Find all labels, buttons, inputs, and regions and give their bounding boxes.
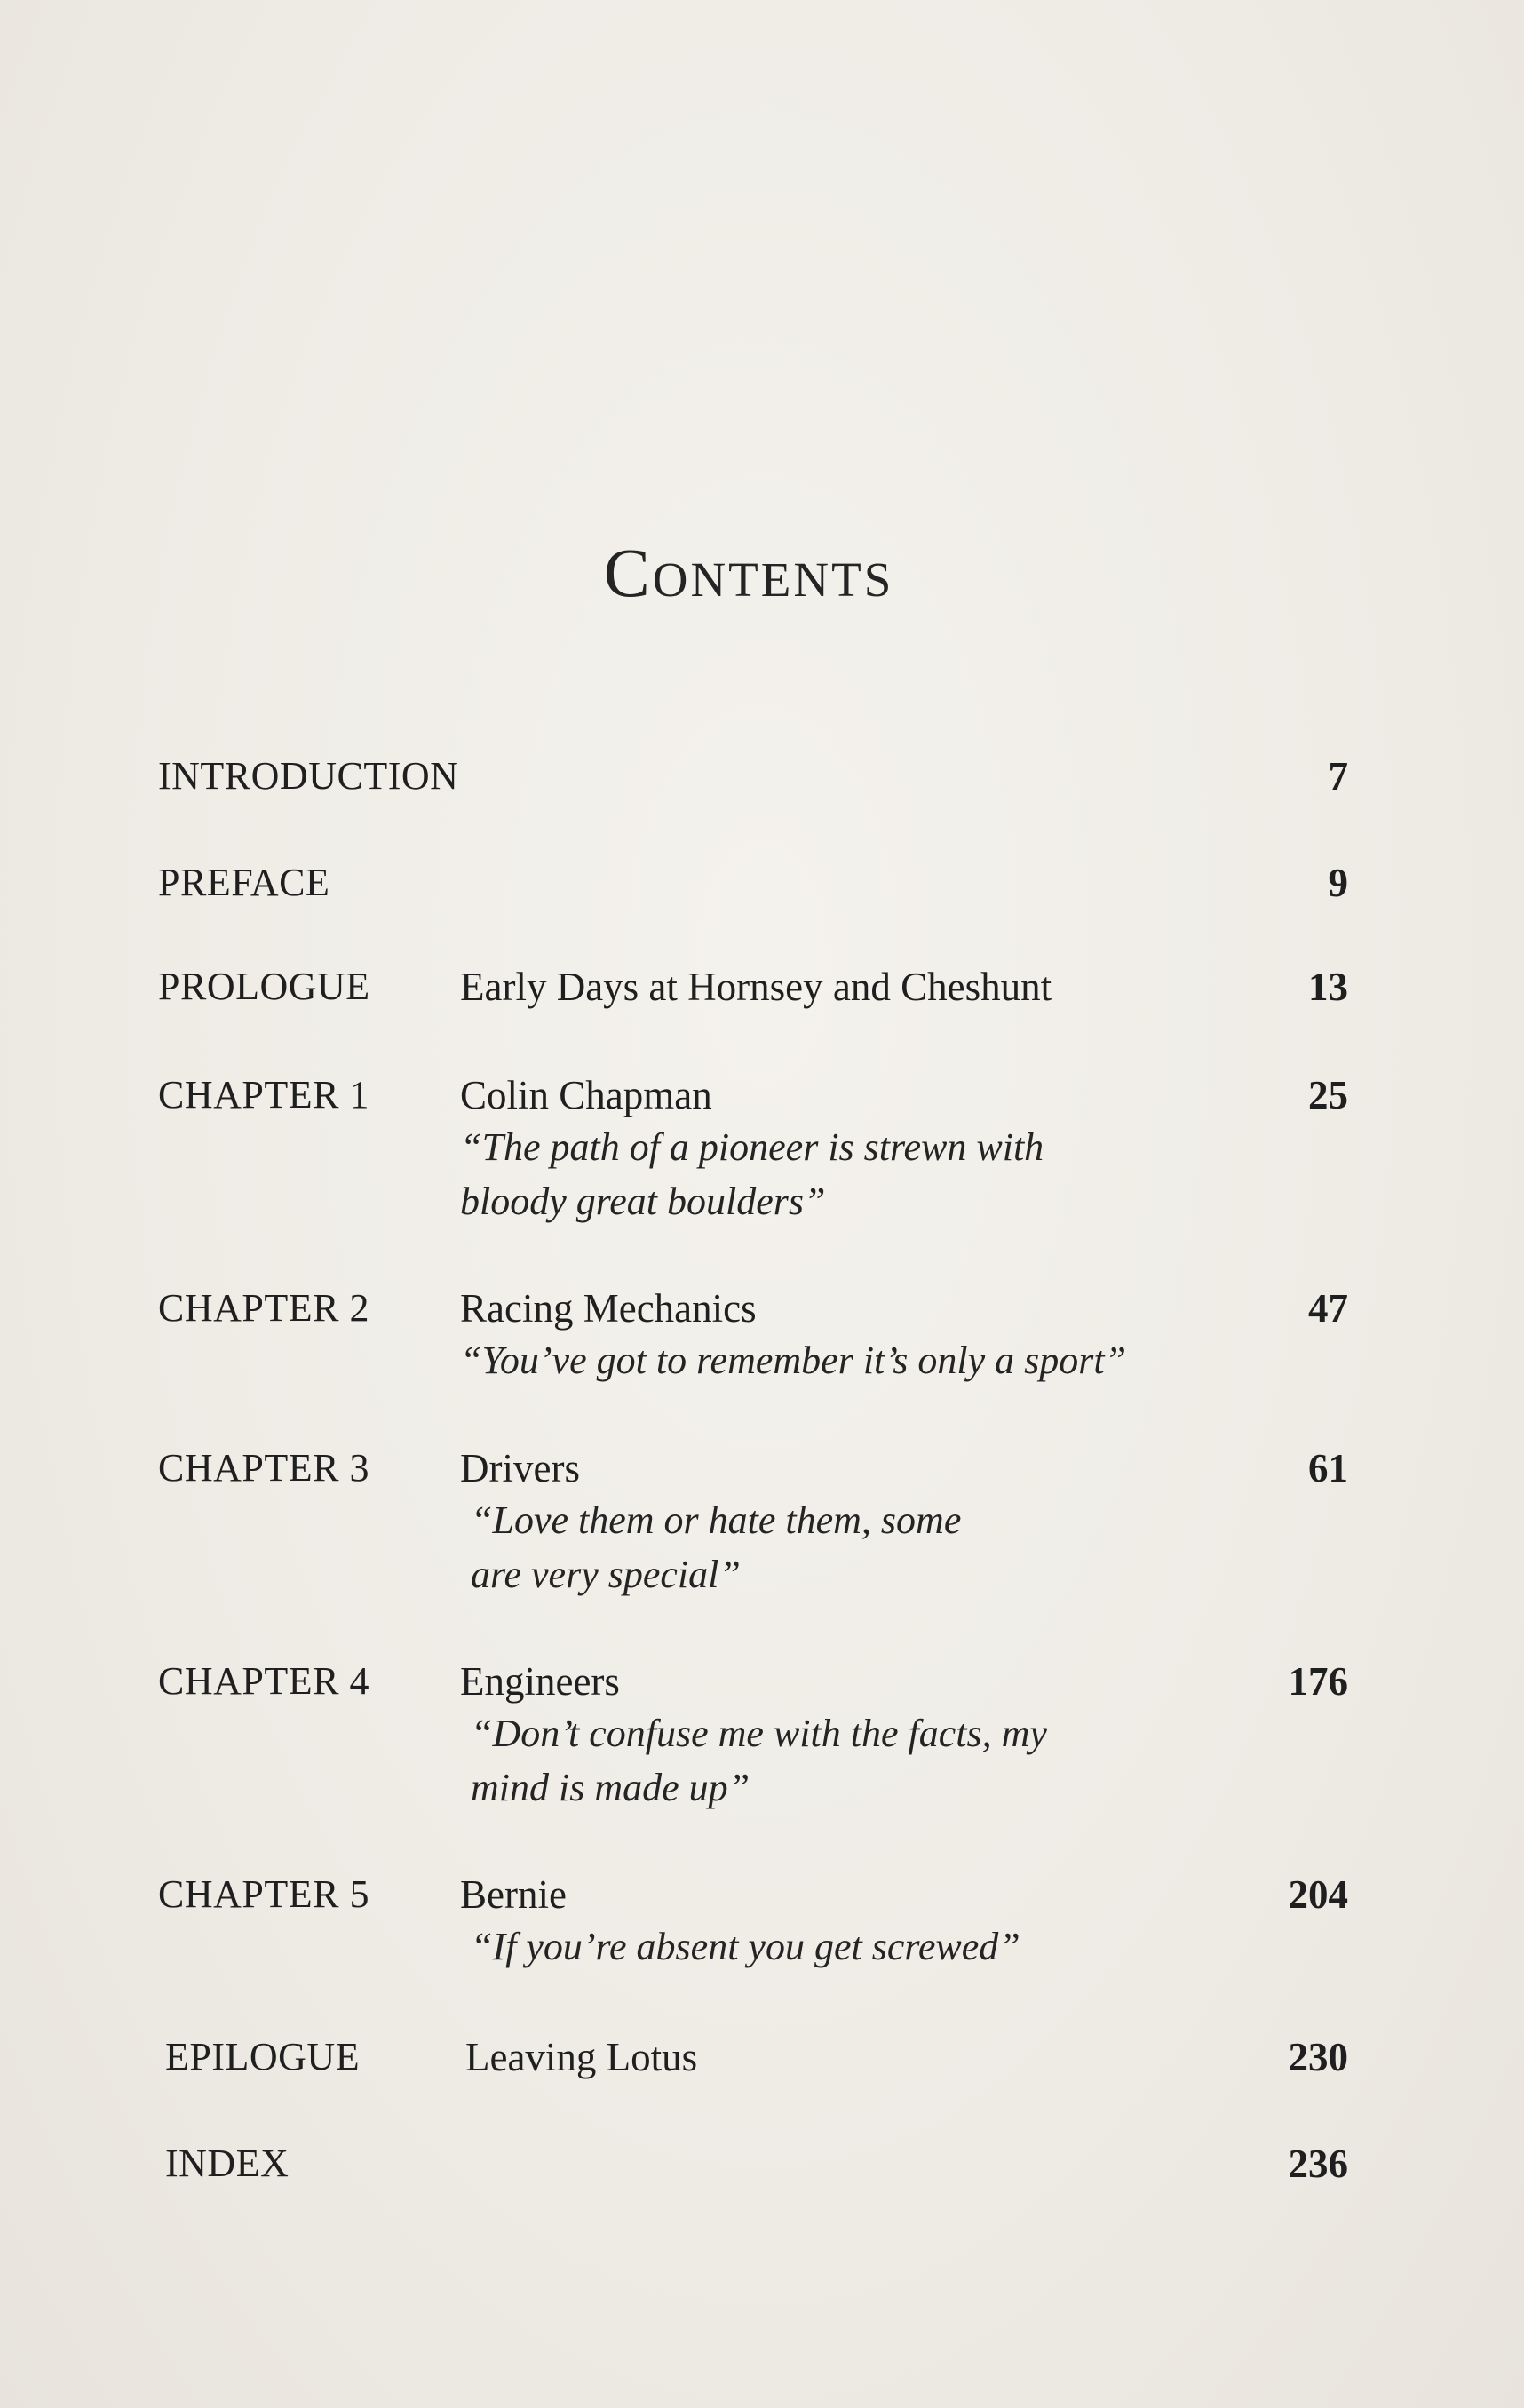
toc-entry-page-number: 230 bbox=[1288, 2035, 1348, 2079]
toc-entry-label: PREFACE bbox=[158, 861, 330, 904]
epigraph-line: are very special” bbox=[471, 1553, 741, 1596]
toc-entry-page-number: 176 bbox=[1288, 1659, 1348, 1704]
toc-entry-epigraph bbox=[471, 1919, 1020, 1974]
epigraph-line: “The path of a pioneer is strewn with bbox=[460, 1125, 1044, 1169]
toc-entry-label: CHAPTER 5 bbox=[158, 1872, 369, 1916]
toc-entry-label: INDEX bbox=[165, 2142, 290, 2185]
toc-entry-title: Leaving Lotus bbox=[465, 2035, 698, 2079]
toc-entry-title: Bernie bbox=[460, 1872, 567, 1917]
epigraph-line: “You’ve got to remember it’s only a sport” bbox=[460, 1339, 1127, 1382]
toc-entry-page-number: 7 bbox=[1328, 754, 1348, 799]
toc-entry-title: Engineers bbox=[460, 1659, 620, 1704]
epigraph-line: mind is made up” bbox=[471, 1766, 750, 1809]
toc-entry-label: CHAPTER 4 bbox=[158, 1659, 369, 1703]
toc-entry-label: PROLOGUE bbox=[158, 965, 370, 1008]
toc-entry-page-number: 204 bbox=[1288, 1872, 1348, 1917]
toc-entry-page-number: 9 bbox=[1328, 861, 1348, 905]
toc-entry-label: CHAPTER 3 bbox=[158, 1446, 369, 1490]
toc-entry-epigraph bbox=[471, 1706, 1047, 1815]
toc-entry-title: Racing Mechanics bbox=[460, 1286, 757, 1331]
toc-entry-page-number: 47 bbox=[1308, 1286, 1348, 1331]
toc-entry-label: CHAPTER 2 bbox=[158, 1286, 369, 1330]
epigraph-line: “Love them or hate them, some bbox=[471, 1498, 962, 1542]
toc-entry-page-number: 13 bbox=[1308, 965, 1348, 1009]
toc-entry-title: Early Days at Hornsey and Cheshunt bbox=[460, 965, 1052, 1009]
toc-entry-label: CHAPTER 1 bbox=[158, 1073, 369, 1117]
toc-entry-title: Drivers bbox=[460, 1446, 580, 1490]
toc-entry-title: Colin Chapman bbox=[460, 1073, 712, 1117]
page-title: Contents bbox=[603, 534, 894, 612]
toc-entry-epigraph bbox=[460, 1333, 1126, 1387]
toc-entry-epigraph bbox=[471, 1493, 961, 1601]
toc-entry-page-number: 236 bbox=[1288, 2142, 1348, 2186]
epigraph-line: “If you’re absent you get screwed” bbox=[471, 1925, 1020, 1968]
toc-entry-label: EPILOGUE bbox=[165, 2035, 361, 2078]
toc-entry-epigraph bbox=[460, 1120, 1044, 1228]
epigraph-line: “Don’t confuse me with the facts, my bbox=[471, 1712, 1047, 1755]
epigraph-line: bloody great boulders” bbox=[460, 1180, 826, 1223]
toc-entry-label: INTRODUCTION bbox=[158, 754, 459, 798]
toc-entry-page-number: 61 bbox=[1308, 1446, 1348, 1490]
toc-entry-page-number: 25 bbox=[1308, 1073, 1348, 1117]
